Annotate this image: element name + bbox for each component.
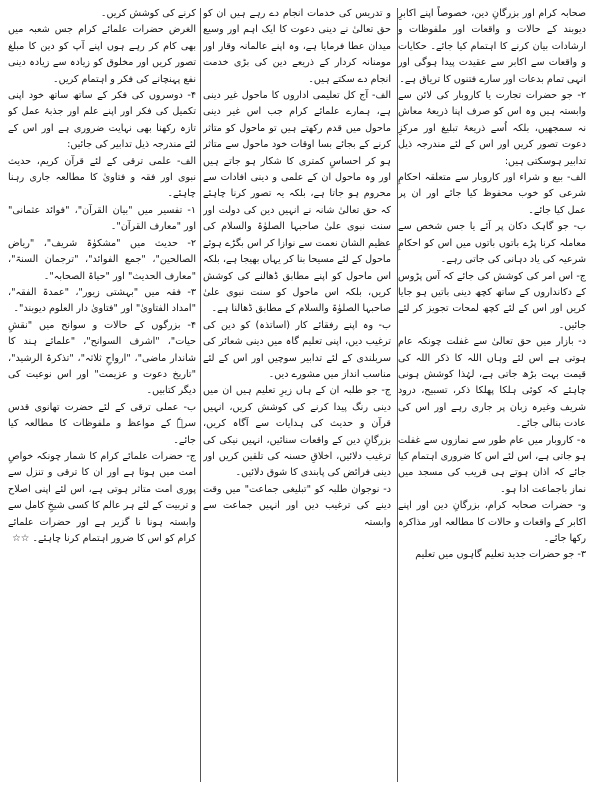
paragraph: ج- حضرات علمائے کرام کا شمار چونکہ خواصِ امت میں ہوتا ہے اور ان کا ترقی و تنزل سے پوری امت متاثر ہوتی ہے، اس لئے اپنی اصلاح و تربیت کے لئے ہر عالم کا کسی شیخِ کامل سے وابستہ ہونا نا گزیر ہے اور حضرات علمائے کرام کو اس کا ضرور اہتمام کرنا چاہئے۔ ☆☆ bbox=[8, 450, 196, 544]
paragraph: ج- اس امر کی کوشش کی جائے کہ آس پڑوس کے دکانداروں کے ساتھ کچھ دینی باتیں ہو جایا کریں اور اس کے لئے کچھ لمحات تجویز کر لئے جائیں۔ bbox=[398, 270, 586, 331]
paragraph: ۲- جو حضرات تجارت یا کاروبار کی لائن سے وابستہ ہیں وہ اس کو صرف اپنا ذریعۂ معاش نہ سمجھیں، بلکہ اُسے ذریعۂ تبلیغ اور مرکزِ دعوت تصور کریں اور اس کے لئے مندرجہ ذیل تدابیر ہوسکتی ہیں: bbox=[398, 90, 586, 167]
paragraph: ۳- فقہ میں "بہشتی زیور"، "عمدۃ الفقہ"، "امداد الفتاویٰ" اور "فتاویٰ دار العلوم دیوبند"۔ bbox=[8, 286, 196, 315]
column-divider bbox=[200, 8, 201, 782]
text-column-middle bbox=[203, 6, 391, 784]
paragraph: ب- جو گاہک دکان پر آئے یا جس شخص سے معاملہ کرنا پڑے باتوں باتوں میں اس کو احکامِ شرعیہ کی یاد دہانی کی جاتی رہے۔ bbox=[398, 221, 586, 266]
paragraph: الف- آج کل تعلیمی اداروں کا ماحول غیر دینی ہے، ہمارے علمائے کرام جب اس غیر دینی ماحول میں قدم رکھتے ہیں تو ماحول کو متاثر کرنے کے بجائے بسا اوقات خود ماحول سے متاثر ہو کر احساسِ کمتری کا شکار ہو جاتے ہیں اور وہ ماحول ان کے علمی و دینی افادات سے محروم ہو جاتا ہے، بلکہ یہ تصور کرنا چاہئے کہ حق تعالیٰ شانہ نے انہیں دین کی دولت اور سنت نبوی علیٰ صاحبہا الصلوٰۃ والسلام کی عظیم الشان نعمت سے نوازا کر اس بگڑے ہوئے ماحول کے لئے مسیحا بنا کر یہاں بھیجا ہے، بلکہ اس ماحول کو اپنے مطابق ڈھالنے کی کوشش کریں، بلکہ اس ماحول کو سنت نبوی علیٰ صاحبہا الصلوٰۃ والسلام کے مطابق ڈھالنا ہے۔ bbox=[203, 90, 391, 315]
paragraph: ۱- تفسیر میں "بیان القرآن"، "فوائد عثمانی" اور "معارف القرآن"۔ bbox=[8, 204, 196, 233]
paragraph: ج- جو طلبہ ان کے ہاں زیرِ تعلیم ہیں ان میں دینی رنگ پیدا کرنے کی کوشش کریں، انہیں قرآن و حدیث کی ہدایات سے آگاہ کریں، بزرگانِ دین کے واقعات سنائیں، انہیں نیکی کی ترغیب دلائیں، اخلاقِ حسنہ کی تلقین کریں اور دینی فرائض کی پابندی کا شوق دلائیں۔ bbox=[203, 385, 391, 479]
paragraph: ۴- دوسروں کی فکر کے ساتھ ساتھ خود اپنی تکمیل کی فکر اور اپنے علم اور جذبۂ عمل کو تازہ رکھنا بھی نہایت ضروری ہے اور اس کے لئے مندرجہ ذیل تدابیر کی جائیں: bbox=[8, 90, 196, 151]
paragraph: ۴- بزرگوں کے حالات و سوانح میں "نقشِ حیات"، "اشرف السوانح"، "علمائے ہند کا شاندار ماضی"، "ارواحِ ثلاثہ"، "تذکرۃ الرشید"، "تاریخ دعوت و عزیمت" اور اس نوعیت کی دیگر کتابیں۔ bbox=[8, 319, 196, 397]
text-column-right bbox=[398, 6, 586, 784]
paragraph: الف- بیع و شراء اور کاروبار سے متعلقہ احکامِ شرعی کو خوب محفوظ کیا جائے اور ان پر عمل کیا جائے۔ bbox=[398, 172, 586, 216]
paragraph: ب- عملی ترقی کے لئے حضرت تھانوی قدس سرہٗ کے مواعظ و ملفوظات کا مطالعہ کیا جائے۔ bbox=[8, 401, 196, 446]
paragraph: و- حضرات صحابہ کرام، بزرگانِ دین اور اپنے اکابر کے واقعات و حالات کا مطالعہ اور مذاکرہ رکھا جائے۔ bbox=[398, 500, 586, 544]
paragraph: د- بازار میں حق تعالیٰ سے غفلت چونکہ عام ہوتی ہے اس لئے وہاں اللہ کا ذکر اللہ کی قیمت بہت بڑھ جاتی ہے، لہٰذا کوشش ہونی چاہئے کہ کوئی ہلکا پھلکا ذکر، تسبیح، درود شریف وغیرہ زبان پر جاری رہے اور اس کی عادت بنالی جائے۔ bbox=[398, 336, 586, 430]
paragraph: صحابہ کرام اور بزرگانِ دین، خصوصاً اپنے اکابرِ دیوبند کے حالات و واقعات اور ملفوظات و ارشادات بیان کرنے کا اہتمام کیا جائے۔ حکایات و واقعات سے اکابر سے عقیدت پیدا ہوگی اور انہی تمام بدعات اور سارے فتنوں کا تریاق ہے۔ bbox=[398, 8, 586, 85]
column-divider bbox=[397, 8, 398, 782]
paragraph: کرنے کی کوشش کریں۔ bbox=[100, 8, 196, 19]
text-column-left bbox=[8, 6, 196, 784]
paragraph: د- نوجوان طلبہ کو "تبلیغی جماعت" میں وقت دینے کی ترغیب دیں اور انہیں جماعت سے وابستہ bbox=[203, 483, 391, 528]
paragraph: ب- وہ اپنے رفقائے کار (اساتذہ) کو دین کی ترغیب دیں، اپنی تعلیم گاہ میں دینی شعائر کی سربلندی کے لئے تدابیر سوچیں اور اس کے لئے مناسب انداز میں مشورے دیں۔ bbox=[203, 319, 391, 380]
paragraph: الف- علمی ترقی کے لئے قرآن کریم، حدیث نبوی اور فقہ و فتاویٰ کا مطالعہ جاری رہنا چاہئے۔ bbox=[8, 155, 196, 200]
paragraph: الغرض حضرات علمائے کرام جس شعبہ میں بھی کام کر رہے ہوں اپنے آپ کو دین کا مبلغ تصور کریں اور مخلوق کو زیادہ سے زیادہ دینی نفع پہنچانے کی فکر و اہتمام کریں۔ bbox=[8, 24, 196, 85]
paragraph: ۳- جو حضرات جدید تعلیم گاہوں میں تعلیم bbox=[415, 549, 586, 561]
paragraph: ہ- کاروبار میں عام طور سے نمازوں سے غفلت ہو جاتی ہے، اس لئے اس کا ضروری اہتمام کیا جائے کہ اذان ہوتے ہی قریب کی مسجد میں نماز باجماعت ادا ہو۔ bbox=[398, 434, 586, 495]
paragraph: و تدریس کی خدمات انجام دے رہے ہیں ان کو حق تعالیٰ نے دینی دعوت کا ایک اہم اور وسیع میدان عطا فرمایا ہے، وہ اپنے عالمانہ وقار اور مومنانہ کردار کے ذریعے دین کی بڑی خدمت انجام دے سکتے ہیں۔ bbox=[203, 8, 391, 85]
paragraph: ۲- حدیث میں "مشکوٰۃ شریف"، "ریاض الصالحین"، "جمع الفوائد"، "ترجمان السنۃ"، "معارف الحدیث" اور "حیاۃ الصحابہ"۔ bbox=[8, 237, 196, 282]
